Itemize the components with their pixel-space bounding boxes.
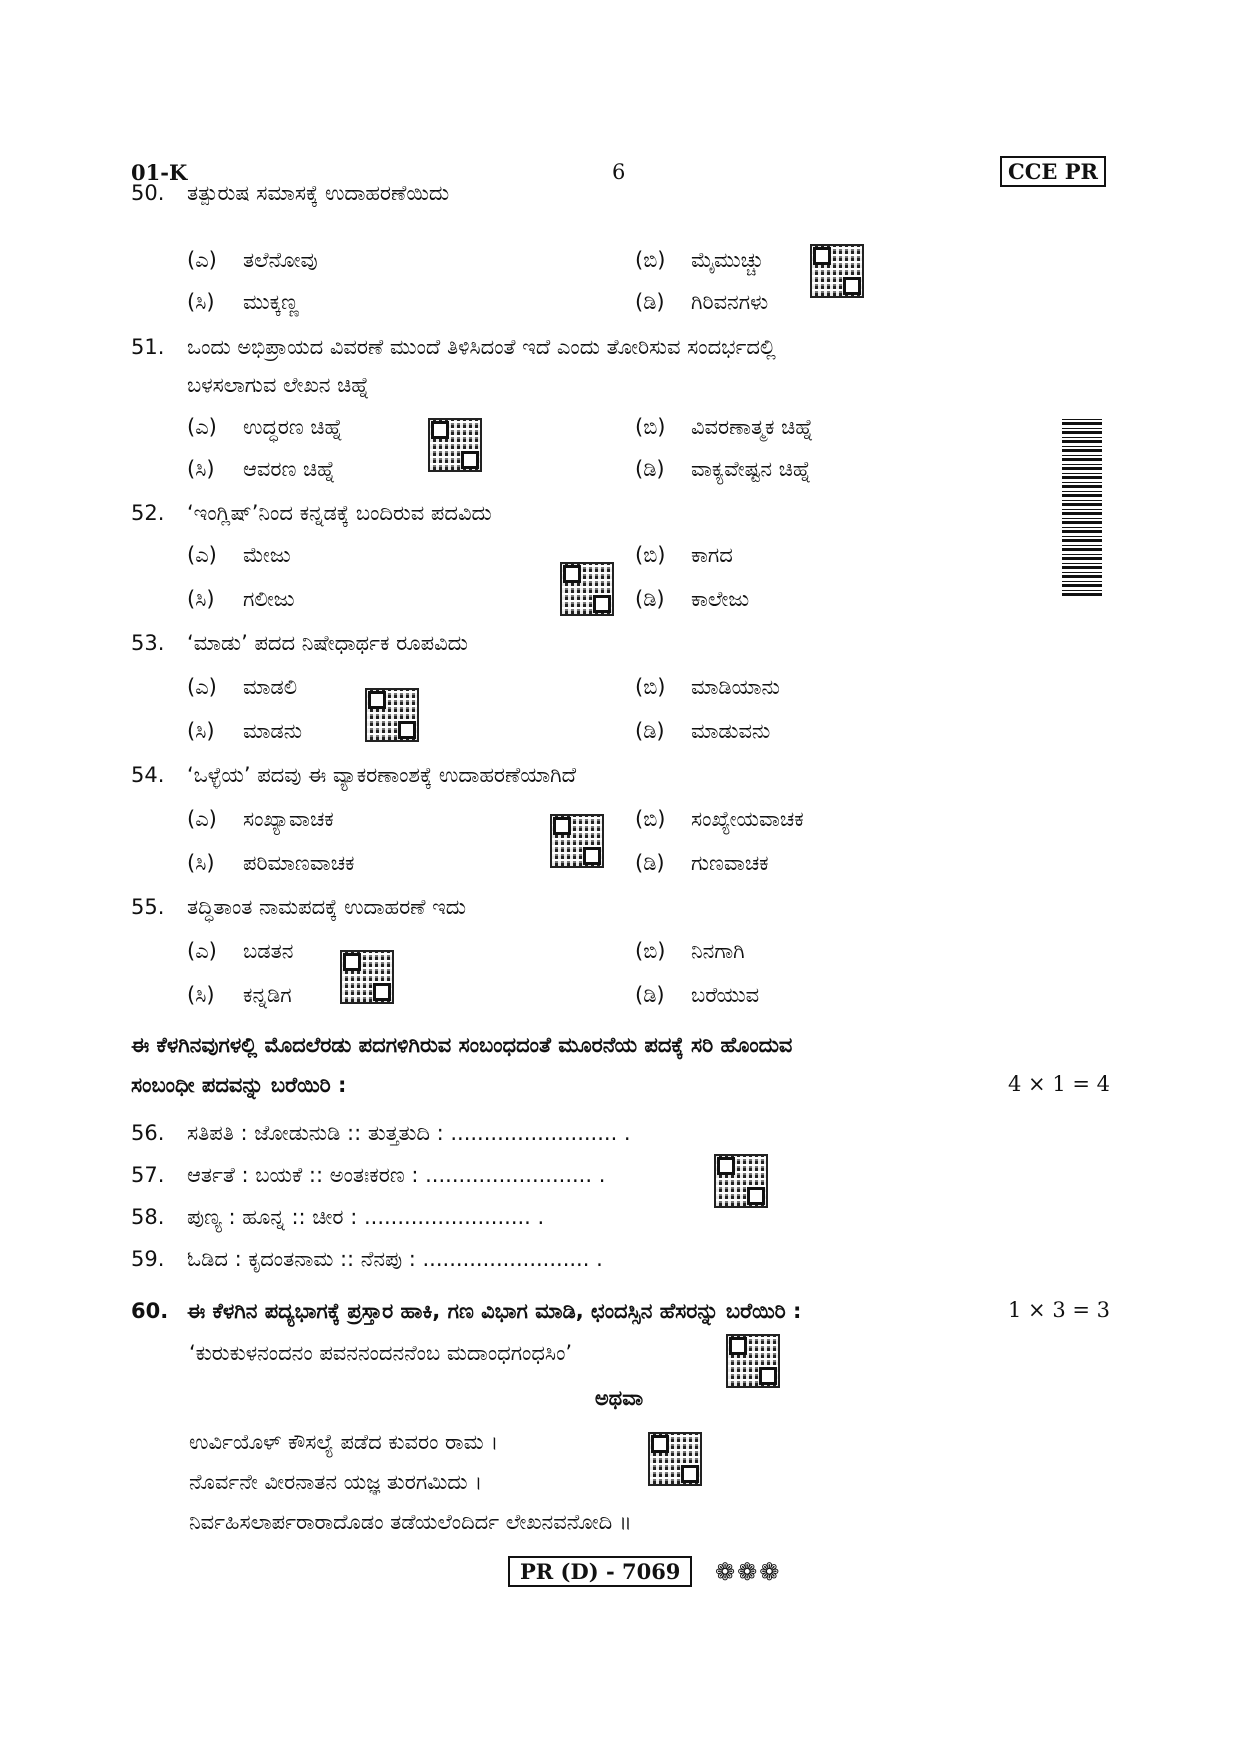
option-d: (ಡಿ) ವಾಕ್ಯವೇಷ್ಟನ ಚಿಹ್ನೆ xyxy=(635,457,812,481)
qr-code-icon xyxy=(428,418,482,472)
option-b: (ಬಿ) ಮಾಡಿಯಾನು xyxy=(635,675,780,699)
option-a: (ಎ) ಮೇಜು xyxy=(187,543,291,567)
instruction-line-2: ಸಂಬಂಧೀ ಪದವನ್ನು ಬರೆಯಿರಿ : xyxy=(131,1073,347,1097)
qr-code-icon xyxy=(340,950,394,1004)
option-b: (ಬಿ) ಸಂಖ್ಯೇಯವಾಚಕ xyxy=(635,807,804,831)
option-d: (ಡಿ) ಗಿರಿವನಗಳು xyxy=(635,290,769,314)
option-d: (ಡಿ) ಬರೆಯುವ xyxy=(635,983,760,1007)
qr-code-icon xyxy=(648,1432,702,1486)
option-a: (ಎ) ಉದ್ಧರಣ ಚಿಹ್ನೆ xyxy=(187,415,343,439)
question-58: 58. ಪುಣ್ಯ : ಹೂನ್ನ :: ಚೀರ : ......................... . xyxy=(131,1205,545,1229)
question-51: 51. ಒಂದು ಅಭಿಪ್ರಾಯದ ವಿವರಣೆ ಮುಂದೆ ತಿಳಿಸಿದಂತೆ ಇದೆ ಎಂದು ತೋರಿಸುವ ಸಂದರ್ಭದಲ್ಲಿ xyxy=(131,335,776,359)
option-b: (ಬಿ) ನಿನಗಾಗಿ xyxy=(635,939,745,963)
series-badge: CCE PR xyxy=(1000,156,1106,187)
option-d: (ಡಿ) ಮಾಡುವನು xyxy=(635,719,771,743)
or-label: ಅಥವಾ xyxy=(594,1386,644,1410)
marks-label: 4 × 1 = 4 xyxy=(1008,1072,1110,1096)
poem-line-2: ನೊರ್ವನೇ ವೀರನಾತನ ಯಜ್ಞ ತುರಗಮಿದು । xyxy=(189,1470,483,1494)
option-c: (ಸಿ) ಕನ್ನಡಿಗ xyxy=(187,983,292,1007)
option-c: (ಸಿ) ಗಲೀಜು xyxy=(187,587,295,611)
footer-code: PR (D) - 7069 xyxy=(508,1556,692,1587)
option-c: (ಸಿ) ಮಾಡನು xyxy=(187,719,303,743)
question-50 xyxy=(131,178,449,208)
option-b: (ಬಿ) ಮೈಮುಚ್ಚು xyxy=(635,248,764,272)
option-c: (ಸಿ) ಆವರಣ ಚಿಹ್ನೆ xyxy=(187,457,336,481)
qr-code-icon xyxy=(560,562,614,616)
paper-code: 01-K xyxy=(131,160,188,185)
option-c: (ಸಿ) ಮುಕ್ಕಣ್ಣ xyxy=(187,290,299,314)
question-60: 60. ಈ ಕೆಳಗಿನ ಪದ್ಯಭಾಗಕ್ಕೆ ಪ್ರಸ್ತಾರ ಹಾಕಿ, ಗಣ ವಿಭಾಗ ಮಾಡಿ, ಛಂದಸ್ಸಿನ ಹೆಸರನ್ನು ಬರೆಯಿರಿ : xyxy=(131,1299,802,1323)
page-number: 6 xyxy=(612,160,626,184)
poem-line-3: ನಿರ್ವಹಿಸಲಾರ್ಪರಾರಾದೊಡಂ ತಡೆಯಲೆಂದಿರ್ದ ಲೇಖನವನೋದಿ ॥ xyxy=(189,1510,632,1534)
question-57: 57. ಆರ್ತತೆ : ಬಯಕೆ :: ಅಂತಃಕರಣ : ......................... . xyxy=(131,1163,606,1187)
option-d: (ಡಿ) ಕಾಲೇಜು xyxy=(635,587,750,611)
question-59: 59. ಓಡಿದ : ಕೃದಂತನಾಮ :: ನೆನಪು : ......................... . xyxy=(131,1247,603,1271)
question-53: 53. ‘ಮಾಡು’ ಪದದ ನಿಷೇಧಾರ್ಥಕ ರೂಪವಿದು xyxy=(131,631,468,655)
question-51-line2: ಬಳಸಲಾಗುವ ಲೇಖನ ಚಿಹ್ನೆ xyxy=(187,373,370,397)
poem-line-1: ಉರ್ವಿಯೊಳ್ ಕೌಸಲ್ಯೆ ಪಡೆದ ಕುವರಂ ರಾಮ । xyxy=(189,1430,499,1454)
question-text: ತತ್ಪುರುಷ ಸಮಾಸಕ್ಕೆ ಉದಾಹರಣೆಯಿದು xyxy=(187,181,450,205)
option-a: (ಎ) ಸಂಖ್ಯಾವಾಚಕ xyxy=(187,807,334,831)
option-d: (ಡಿ) ಗುಣವಾಚಕ xyxy=(635,851,769,875)
instruction-line-1: ಈ ಕೆಳಗಿನವುಗಳಲ್ಲಿ ಮೊದಲೆರಡು ಪದಗಳಿಗಿರುವ ಸಂಬಂಧದಂತೆ ಮೂರನೆಯ ಪದಕ್ಕೆ ಸರಿ ಹೊಂದುವ xyxy=(131,1033,793,1057)
qr-code-icon xyxy=(365,688,419,742)
option-b: (ಬಿ) ಕಾಗದ xyxy=(635,543,733,567)
qr-code-icon xyxy=(714,1154,768,1208)
question-56: 56. ಸತಿಪತಿ : ಜೋಡುನುಡಿ :: ತುತ್ತತುದಿ : ......................... . xyxy=(131,1121,631,1145)
option-a: (ಎ) ತಲೆನೋವು xyxy=(187,248,318,272)
option-b: (ಬಿ) ವಿವರಣಾತ್ಮಕ ಚಿಹ್ನೆ xyxy=(635,415,814,439)
verse-line: ‘ಕುರುಕುಳನಂದನಂ ಪವನನಂದನನೆಂಬ ಮದಾಂಧಗಂಧಸಿಂ’ xyxy=(189,1341,573,1365)
option-c: (ಸಿ) ಪರಿಮಾಣವಾಚಕ xyxy=(187,851,355,875)
question-52: 52. ‘ಇಂಗ್ಲಿಷ್’ನಿಂದ ಕನ್ನಡಕ್ಕೆ ಬಂದಿರುವ ಪದವಿದು xyxy=(131,501,492,525)
question-54: 54. ‘ಒಳ್ಳೆಯ’ ಪದವು ಈ ವ್ಯಾಕರಣಾಂಶಕ್ಕೆ ಉದಾಹರಣೆಯಾಗಿದೆ xyxy=(131,763,577,787)
flower-ornament-icon: ❁❁❁ xyxy=(715,1558,782,1586)
barcode-icon xyxy=(1062,418,1102,596)
qr-code-icon xyxy=(810,244,864,298)
option-a: (ಎ) ಬಡತನ xyxy=(187,939,294,963)
question-55: 55. ತದ್ಧಿತಾಂತ ನಾಮಪದಕ್ಕೆ ಉದಾಹರಣೆ ಇದು xyxy=(131,895,467,919)
marks-label: 1 × 3 = 3 xyxy=(1008,1298,1110,1322)
qr-code-icon xyxy=(726,1334,780,1388)
question-number: 50. xyxy=(131,181,165,205)
qr-code-icon xyxy=(550,814,604,868)
option-a: (ಎ) ಮಾಡಲಿ xyxy=(187,675,298,699)
